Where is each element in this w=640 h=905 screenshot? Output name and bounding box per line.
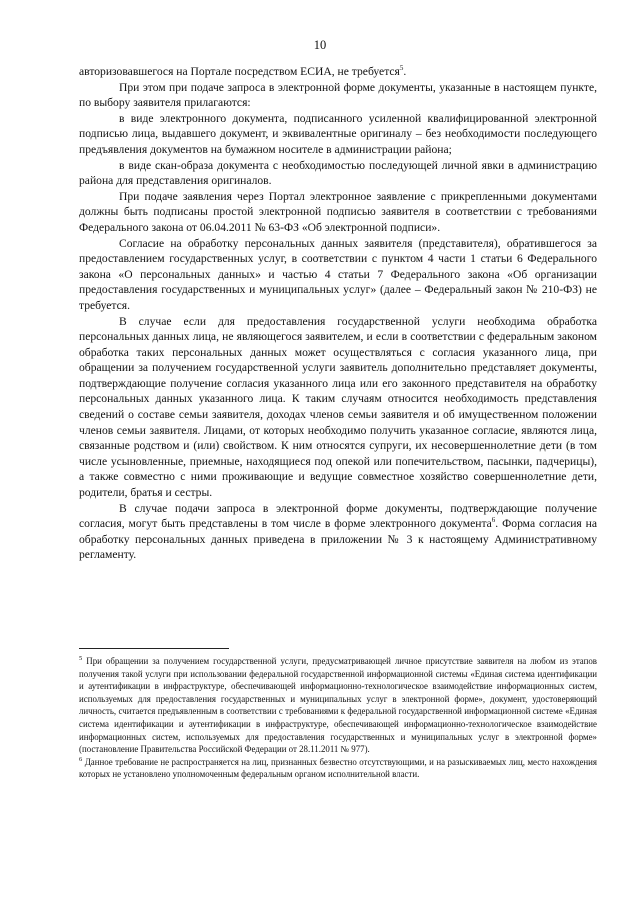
paragraph-4: в виде скан-образа документа с необходимостью последующей личной явки в администрацию района для представления оригиналов. bbox=[79, 158, 597, 188]
footnote-6 bbox=[79, 756, 597, 781]
footnote-separator bbox=[79, 648, 229, 649]
footnote-number: 5 bbox=[79, 655, 83, 663]
footnote-number: 6 bbox=[79, 755, 83, 763]
footnote-text: Данное требование не распространяется на лиц, признанных безвестно отсутствующими, и на разыскиваемых лиц, место нахождения которых не установлено уполномоченным федеральным органом исполнительной власти. bbox=[79, 756, 597, 780]
paragraph-text: авторизовавшегося на Портале посредством ЕСИА, не требуется bbox=[79, 65, 400, 78]
footnote-ref-5[interactable]: 5 bbox=[399, 64, 404, 73]
paragraph-3: в виде электронного документа, подписанного усиленной квалифицированной электронной подписью лица, выдавшего документ, и эквивалентные оригиналу – без необходимости последующего предъявления документов на бумажном носителе в администрации района; bbox=[79, 111, 597, 156]
main-text bbox=[79, 64, 597, 563]
footnotes bbox=[79, 655, 597, 781]
page-number: 10 bbox=[313, 38, 327, 52]
footnote-ref-6[interactable]: 6 bbox=[491, 516, 496, 525]
paragraph-text-after: . bbox=[403, 65, 407, 78]
footnote-text: При обращении за получением государственной услуги, предусматривающей личное присутствие заявителя на любом из этапов получения такой услуги при использовании федеральной государственной информационной системы «Единая система идентификации и аутентификации в инфраструктуре, обеспечивающей информационно-технологическое взаимодействие информационных систем, используемых для предоставления государственных и муниципальных услуг в электронной форме», документ, удостоверяющий личность, считается предъявленным в соответствии с требованиями к федеральной государственной информационной системе «Единая система идентификации и аутентификации в инфраструктуре, обеспечивающей информационно-технологическое взаимодействие информационных систем, используемых для предоставления государственных и муниципальных услуг в электронной форме» (постановление Правительства Российской Федерации от 28.11.2011 № 977). bbox=[79, 656, 597, 755]
paragraph-6: Согласие на обработку персональных данных заявителя (представителя), обратившегося за предоставлением государственных услуг, в соответствии с пунктом 4 части 1 статьи 6 Федерального закона «О персональных данных» и частью 4 статьи 7 Федерального закона «Об организации предоставления государственных и муниципальных услуг» (далее – Федеральный закон № 210-ФЗ) не требуется. bbox=[79, 236, 597, 312]
paragraph-text: В случае подачи запроса в электронной форме документы, подтверждающие получение согласия, могут быть представлены в том числе в форме электронного документа bbox=[79, 501, 597, 531]
paragraph-8 bbox=[79, 501, 597, 563]
footnote-5 bbox=[79, 655, 597, 756]
paragraph-2: При этом при подаче запроса в электронной форме документы, указанные в настоящем пункте, по выбору заявителя прилагаются: bbox=[79, 80, 597, 110]
paragraph-1 bbox=[79, 64, 597, 80]
paragraph-7: В случае если для предоставления государственной услуги необходима обработка персональных данных лица, не являющегося заявителем, и если в соответствии с федеральным законом обработка таких персональных данных может осуществляться с согласия указанного лица, при обращении за получением государственной услуги заявитель дополнительно представляет документы, подтверждающие получение согласия указанного лица или его законного представителя на обработку персональных данных указанного лица. К таким случаям относится необходимость представления сведений о составе семьи заявителя, доходах членов семьи заявителя и об имущественном положении членов семьи заявителя. Лицами, от которых необходимо получить указанное согласие, являются лица, связанные родством и (или) свойством. К ним относятся супруги, их несовершеннолетние дети (в том числе усыновленные, приемные, находящиеся под опекой или попечительством, пасынки, падчерицы), а также совместно с ними проживающие и ведущие совместное хозяйство совершеннолетние дети, родители, братья и сестры. bbox=[79, 314, 597, 500]
paragraph-5: При подаче заявления через Портал электронное заявление с прикрепленными документами должны быть подписаны простой электронной подписью заявителя в соответствии с требованиями Федерального закона от 06.04.2011 № 63-ФЗ «Об электронной подписи». bbox=[79, 189, 597, 234]
paragraph-text-after: . Форма согласия на обработку персональных данных приведена в приложении № 3 к настоящему Административному регламенту. bbox=[79, 517, 597, 562]
